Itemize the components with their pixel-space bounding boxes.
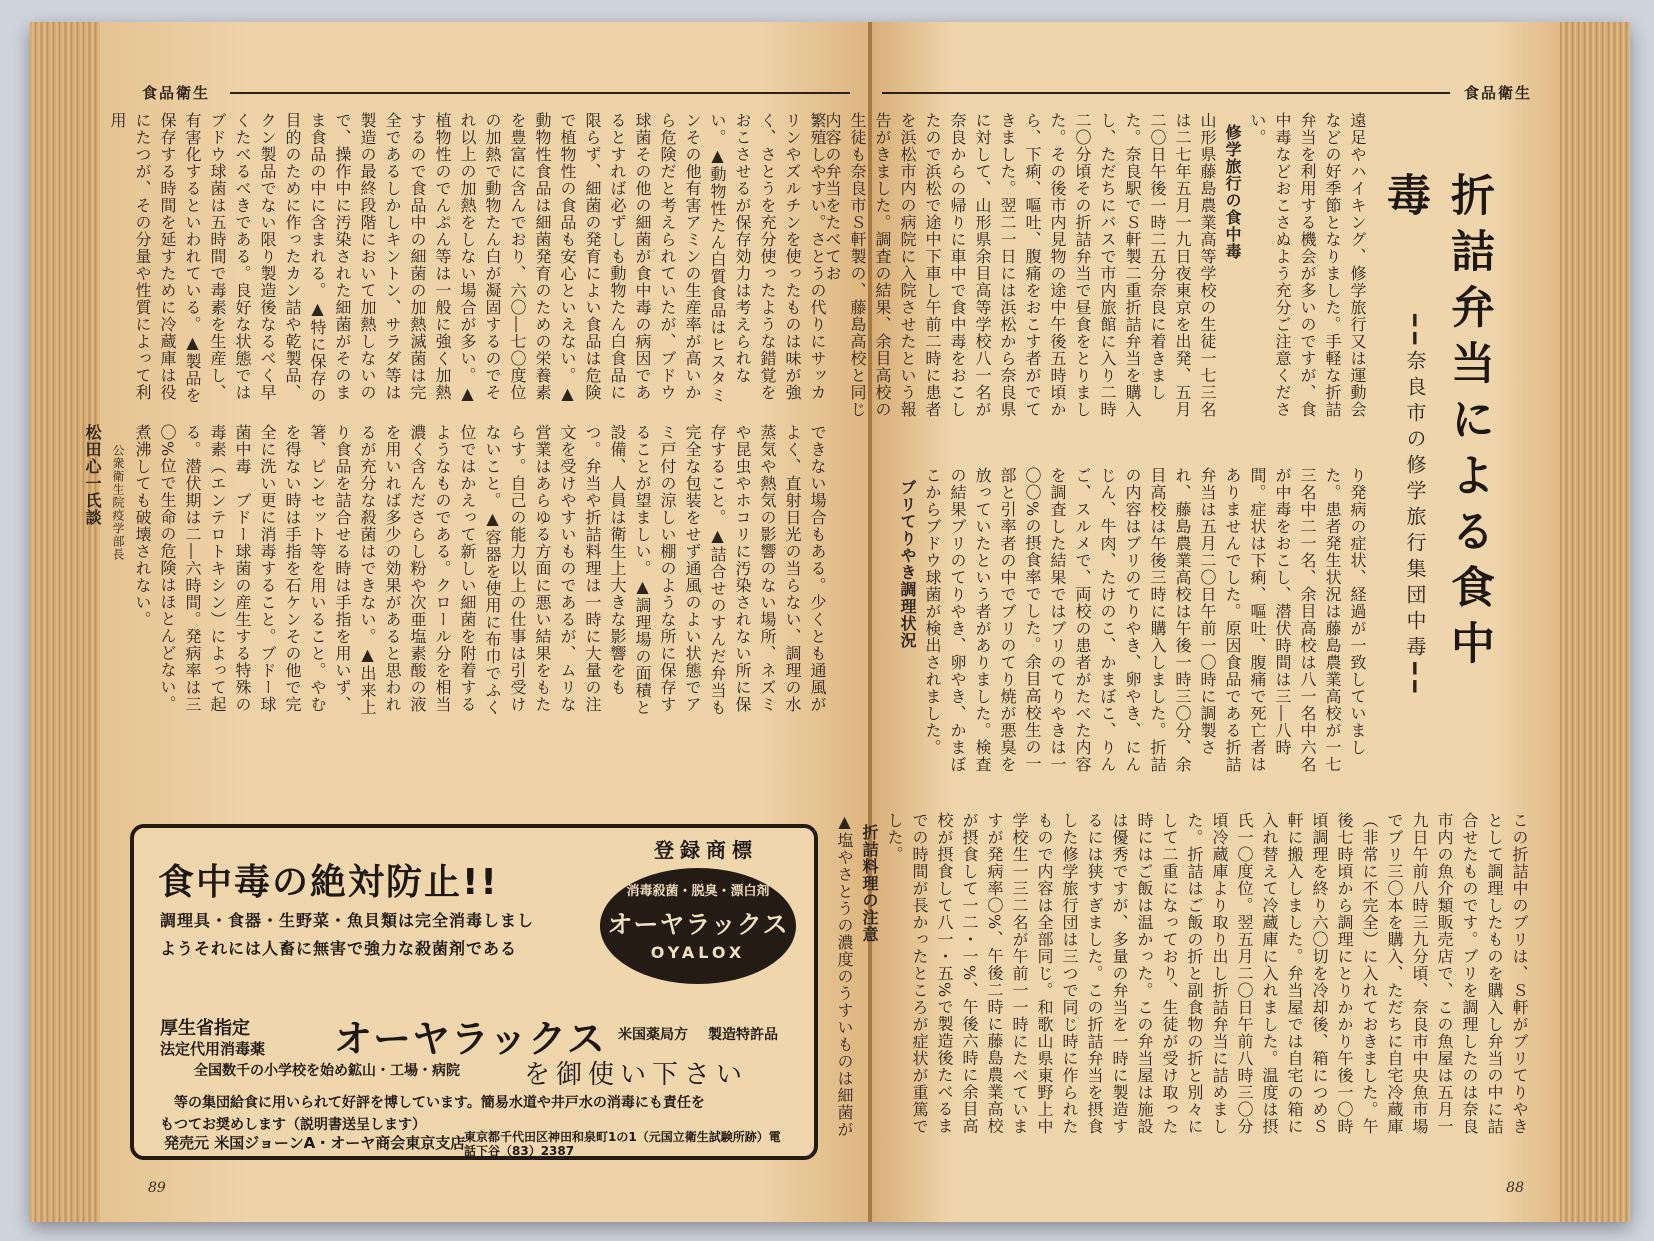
section3-body: ▲塩やさとうの濃度のうすいものは細菌が	[835, 812, 854, 1138]
left-header-label: 食品衛生	[142, 84, 211, 102]
magazine-spread	[30, 22, 1630, 1222]
author-title: 公衆衛生院疫学部長	[111, 444, 125, 561]
section2-heading: ブリてりやき調理状況	[898, 479, 917, 649]
ad-trademark: 登録商標	[654, 838, 758, 862]
oyalox-advertisement	[130, 824, 818, 1160]
ad-line-1: 調理具・食器・生野菜・魚貝類は完全消毒しまし	[160, 911, 535, 930]
right-page	[823, 22, 1560, 1222]
right-text-lower	[835, 812, 1532, 1142]
ad-line-2: ようそれには人畜に無害で強力な殺菌剤である	[160, 939, 518, 958]
section1-heading: 修学旅行の食中毒	[1223, 124, 1242, 260]
oval-brand: オーヤラックス	[607, 910, 789, 939]
right-page-number: 88	[1506, 1180, 1524, 1196]
ad-brand-oval	[600, 868, 796, 984]
ad-seller: 発売元 米国ジョーンA・オーヤ商会東京支店	[164, 1134, 466, 1152]
section3-heading: 折詰料理の注意	[860, 824, 879, 943]
section1-continued: り発病の症状、経過が一致していました。患者発生状況は藤島農業高校が一七三名中二一名、余目高校は八一名中六名が中毒をおこし、潜伏時間は三―八時間。症状は下痢、嘔吐、腹痛で死亡者はありませんでした。原因食品である折詰弁当は五月二〇日午前一〇時に調製され、藤島農業高校は午後一時三〇分、余目高校は午後三時に購入しました。折詰の内容はブリのてりやき、卵やき、にんじん、牛肉、たけのこ、かまぼこ、りんご、スルメで、両校の患者がたべた内容を調査した結果ではブリのてりやきは一〇〇%の摂食率でした。余目高校生の一部と引率者の中でブリのてり焼が悪臭を放っていたという者がありました。検査の結果ブリのてりやき、卵やき、かまぼこからブドウ球菌が検出されました。	[923, 467, 1367, 773]
ad-group-text: 等の集団給食に用いられて好評を博しています。簡易水道や井戸水の消毒にも責任を	[174, 1095, 705, 1111]
left-column-upper-text: 繁殖しやすい。さとうの代りにサッカリンやズルチンを使ったものは味が強く、さとうを充分使ったような錯覚をおこさせるが保存効力は考えられない。▲動物性たん白質食品はヒスタミンその他有害アミンの生産率が高いから危険だと考えられていたが、ブドウ球菌その他の細菌が食中毒の病因であるとすれば必ずしも動物たん白食品に限らず、細菌の発育によい食品は危険で植物性の食品も安心といえない。▲動物性食品は細菌発育のための栄養素を豊富に含んでおり、六〇―七〇度位の加熱で動物たん白が凝固するのでそれ以上の加熱をしない場合が多い。▲植物性のでんぷん等は一般に強く加熱するので食品中の細菌の加熱滅菌は完全であるしかしキントン、サラダ等は製造の最終段階において加熱しないので、操作中に汚染された細菌がそのまま食品の中に含まれる。▲特に保存の目的のために作ったカン詰や乾製品、クン製品でない限り製造後なるべく早くたべるべきである。良好な状態ではブドウ球菌は五時間で毒素を生産し、有害化するといわれている。▲製品を保存する時間を延すために冷蔵庫は役にたつが、その分量や性質によって利用	[108, 112, 827, 404]
ad-use-please: を御使い下さい	[524, 1060, 749, 1090]
ad-patent: 製造特許品	[708, 1027, 778, 1043]
section1-body: 山形県藤島農業高等学校の生徒一七三名は二七年五月一九日夜東京を出発、五月二〇日午後一時二五分奈良に着きました。奈良駅でＳ軒製二重折詰弁当を購入し、ただちにバスで市内旅館に入り二時二〇分頃その折詰弁当で昼食をとりました。その後市内見物の途中午後五時頃から、下痢、嘔吐、腹痛をおこす者がでてきました。翌二一日には浜松から奈良県に対して、山形県余目高等学校八一名が奈良からの帰りに車中で食中毒をおこしたので浜松で途中下車し午前二時に患者を浜松市内の病院に入院させたという報告がきました。調査の結果、余目高校の生徒も奈良市Ｓ軒製の、藤島高校と同じ内容の弁当をたべてお	[823, 112, 1217, 418]
left-text-upper	[108, 112, 830, 412]
ad-schools: 全国数千の小学校を始め鉱山・工場・病院	[194, 1063, 460, 1079]
right-header-rule	[882, 92, 1450, 94]
article-title: 折詰弁当による食中毒	[1379, 172, 1494, 676]
article-subtitle: ━━奈良市の修学旅行集団中毒━━	[1403, 314, 1427, 699]
left-header-rule	[230, 92, 850, 94]
section2-body: この折詰中のブリは、Ｓ軒がブリてりやきとして調理したものを購入し弁当の中に詰合せたものです。ブリを調理したのは奈良市内の魚介類販売店で、この魚屋は五月一九日午前八時三九分頃、奈良市中央魚市場でブリ三〇本を購入、ただちに自宅冷蔵庫（非常に不完全）に入れておきました。午後七時頃から調理にとりかかり午後一〇時頃調理を終り六〇切を冷却後、箱につめＳ軒に搬入しました。弁当屋では自宅の箱に入れ替えて冷蔵庫に入れました。温度は摂氏一〇度位。翌五月二〇日午前八時三〇分頃冷蔵庫より取り出し折詰弁当に詰めました。折詰はご飯の折と副食物の折と別々にして二重になっており、生徒が受け取った時にはご飯は温かった。この弁当屋は施設は優秀ですが、多量の弁当を一時に製造するには狭すぎました。この折詰弁当を摂食した修学旅行団は三つで同じ時に作られたもので内容は全部同じ。和歌山県東野上中学校生一三二名が午前一一時にたべていますが発病率〇%、午後二時に藤島農業高校が摂食して一二・一%、午後六時に余目高校が摂食して八一・五%で製造後たべるまでの時間が長かったところが症状が重篤でした。	[885, 812, 1529, 1135]
right-header-label: 食品衛生	[1463, 84, 1532, 102]
left-text-lower	[83, 424, 830, 724]
ad-pharmacopoeia: 米国薬局方	[618, 1027, 688, 1043]
author-name: 松田心一氏談	[83, 424, 102, 526]
ad-legal: 法定代用消毒薬	[160, 1040, 266, 1058]
oval-latin-brand: OYALOX	[650, 943, 746, 962]
left-page-number: 89	[148, 1180, 166, 1196]
oval-product-type: 消毒殺菌・脱臭・漂白剤	[626, 884, 770, 899]
right-text-upper	[823, 112, 1370, 432]
ad-ministry: 厚生省指定	[160, 1018, 250, 1039]
page-edge-right	[1560, 22, 1630, 1222]
left-column-lower-text: できない場合もある。少くとも通風がよく、直射日光の当らない、調理の水蒸気や熱気の影響のない場所、ネズミや昆虫やホコリに汚染されない所に保存すること。▲詰合せのすんだ弁当も完全な包装をせず通風のよい状態でアミ戸付の涼しい棚のような所に保存することが望ましい。▲調理場の面積と設備、人員は衛生上大きな影響をもつ。弁当や折詰料理は一時に大量の注文を受けやすいものであるが、ムリな営業はあらゆる方面に悪い結果をもたらす。自己の能力以上の仕事は引受けないこと。▲容器を使用に布巾でふく位ではかえって新しい細菌を附着するようなものである。クロール分を相当濃く含んださらし粉や次亜塩素酸の液を用いれば多少の効果があると思われるが充分な殺菌はできない。▲出来上り食品を詰合せる時は手指を用いず、箸、ピンセット等を用いること。やむを得ない時は手指を石ケンその他で完全に洗い更に消毒すること。ブドー球菌中毒 ブドー球菌の産生する特殊の毒素（エンテロトキシン）によって起る。潜伏期は二―六時間。発病率は三〇%位で生命の危険はほとんどない。煮沸しても破壊されない。	[133, 424, 827, 716]
article-intro: 遠足やハイキング、修学旅行又は運動会などの好季節となりました。手軽な折詰弁当を利用する機会が多いのですが、食中毒などおこさぬよう充分ご注意ください。	[1248, 112, 1367, 418]
ad-headline: 食中毒の絶対防止!!	[158, 862, 499, 903]
right-text-middle	[898, 467, 1370, 787]
ad-brand: オーヤラックス	[334, 1017, 606, 1061]
ad-recommend: もつてお奨めします（説明書送呈します）	[160, 1117, 426, 1133]
ad-address: 東京都千代田区神田和泉町1の1（元国立衛生試験所跡）電話下谷（83）2387	[464, 1130, 781, 1158]
